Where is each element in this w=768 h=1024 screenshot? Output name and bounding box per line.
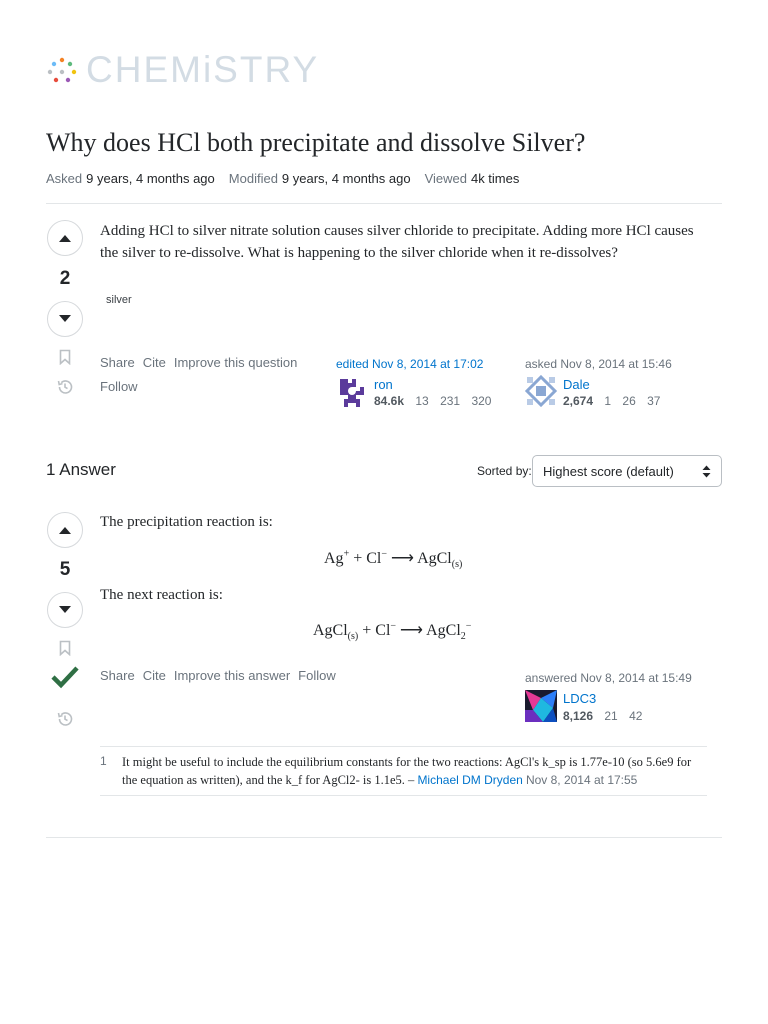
editor-card — [336, 357, 483, 371]
editor-silver-badges: 231 — [440, 394, 461, 408]
editor-stats — [374, 394, 491, 408]
comment — [100, 746, 707, 796]
question-score: 2 — [59, 268, 71, 289]
history-icon — [56, 378, 74, 396]
share-link[interactable]: Share — [100, 668, 135, 683]
comment-score: 1 — [100, 754, 107, 768]
arrow-up-icon — [58, 526, 72, 534]
answer-upvote-button[interactable] — [47, 512, 83, 548]
timeline-button[interactable] — [46, 378, 84, 401]
equation-2: AgCl$_{(s)}$ + Cl− ⟶ AgCl$_2$− — [313, 620, 472, 643]
answerer-card — [525, 671, 692, 685]
question-body: Adding HCl to silver nitrate solution causes silver chloride to precipitate. Adding more HCl causes the silver to re-dissolve. What is happening to the silver chloride when it re-dissolves? — [100, 223, 694, 261]
editor-bronze-badges: 320 — [471, 394, 492, 408]
editor-avatar[interactable] — [336, 375, 368, 407]
edited-timestamp[interactable]: edited Nov 8, 2014 at 17:02 — [336, 357, 484, 371]
comment-user[interactable]: Michael DM Dryden — [417, 773, 523, 787]
bookmark-icon — [59, 640, 71, 656]
arrow-up-icon — [58, 234, 72, 242]
asked-timestamp: asked Nov 8, 2014 at 15:46 — [525, 357, 672, 371]
question-actions — [100, 355, 297, 370]
answerer-stats — [563, 709, 642, 723]
follow-link[interactable]: Follow — [100, 379, 138, 394]
answer-bookmark-button[interactable] — [46, 640, 84, 661]
asker-reputation: 2,674 — [563, 394, 594, 408]
cite-link[interactable]: Cite — [142, 668, 166, 683]
logo-mark-icon — [44, 52, 80, 88]
follow-link[interactable]: Follow — [298, 668, 336, 683]
logo-text: CHEMiSTRY — [86, 49, 320, 90]
arrow-down-icon — [58, 315, 72, 323]
avatar-icon — [336, 375, 368, 407]
answer-actions — [100, 668, 336, 683]
divider — [46, 837, 722, 838]
comment-body — [122, 753, 707, 789]
answer-paragraph-2: The next reaction is: — [100, 587, 223, 603]
modified-label: Modified — [228, 171, 278, 186]
history-icon — [56, 710, 74, 728]
viewed-label: Viewed — [424, 171, 467, 186]
sort-selected-value: Highest score (default) — [543, 463, 674, 479]
asked-label: Asked — [46, 171, 83, 186]
improve-answer-link[interactable]: Improve this answer — [173, 668, 291, 683]
question-title[interactable]: Why does HCl both precipitate and dissolve Silver? — [46, 128, 586, 157]
asked-value: 9 years, 4 months ago — [86, 171, 215, 186]
asker-stats — [563, 394, 660, 408]
asker-silver-badges: 26 — [622, 394, 636, 408]
answerer-avatar[interactable] — [525, 690, 557, 722]
bookmark-icon — [59, 349, 71, 365]
editor-gold-badges: 13 — [415, 394, 429, 408]
asker-name[interactable]: Dale — [563, 377, 590, 392]
sort-select[interactable] — [532, 455, 722, 487]
select-arrows-icon — [702, 465, 711, 478]
answer-count: 1 Answer — [46, 460, 116, 479]
share-link[interactable]: Share — [100, 355, 135, 370]
answer-score: 5 — [59, 559, 71, 580]
arrow-down-icon — [58, 606, 72, 614]
tag-silver[interactable]: silver — [106, 294, 132, 306]
avatar-icon — [525, 690, 557, 722]
asker-info — [563, 377, 590, 392]
comment-text: It might be useful to include the equilibrium constants for the two reactions: AgCl's k_sp is 1.77e-10 (so 5.6e9 for the equation as written), and the k_f for AgCl2- is 1.1e5. – — [122, 755, 692, 787]
answerer-info — [563, 691, 596, 706]
question-meta — [46, 171, 533, 186]
checkmark-icon — [51, 665, 79, 689]
editor-reputation: 84.6k — [374, 394, 405, 408]
asker-avatar[interactable] — [525, 375, 557, 407]
answerer-name[interactable]: LDC3 — [563, 691, 597, 706]
answerer-reputation: 8,126 — [563, 709, 594, 723]
viewed-value: 4k times — [470, 171, 520, 186]
upvote-button[interactable] — [47, 220, 83, 256]
equation-1: Ag+ + Cl− ⟶ AgCl$_{(s)}$ — [324, 548, 463, 571]
answer-timeline-button[interactable] — [46, 710, 84, 733]
downvote-button[interactable] — [47, 301, 83, 337]
question-follow — [100, 379, 138, 394]
answerer-bronze-badges: 42 — [629, 709, 643, 723]
improve-question-link[interactable]: Improve this question — [173, 355, 298, 370]
cite-link[interactable]: Cite — [142, 355, 166, 370]
bookmark-button[interactable] — [46, 349, 84, 370]
asker-bronze-badges: 37 — [647, 394, 661, 408]
editor-info — [374, 377, 393, 392]
modified-value[interactable]: 9 years, 4 months ago — [281, 171, 411, 186]
answer-downvote-button[interactable] — [47, 592, 83, 628]
comment-date[interactable]: Nov 8, 2014 at 17:55 — [525, 773, 638, 787]
editor-name[interactable]: ron — [374, 377, 393, 392]
answered-timestamp: answered Nov 8, 2014 at 15:49 — [525, 671, 692, 685]
site-logo[interactable] — [44, 50, 319, 90]
divider — [46, 203, 722, 204]
avatar-icon — [525, 375, 557, 407]
answerer-silver-badges: 21 — [604, 709, 618, 723]
asker-card — [525, 357, 672, 371]
asker-gold-badges: 1 — [604, 394, 612, 408]
sort-label: Sorted by: — [477, 464, 532, 478]
accepted-answer-indicator — [46, 665, 84, 694]
answer-paragraph-1: The precipitation reaction is: — [100, 514, 273, 530]
